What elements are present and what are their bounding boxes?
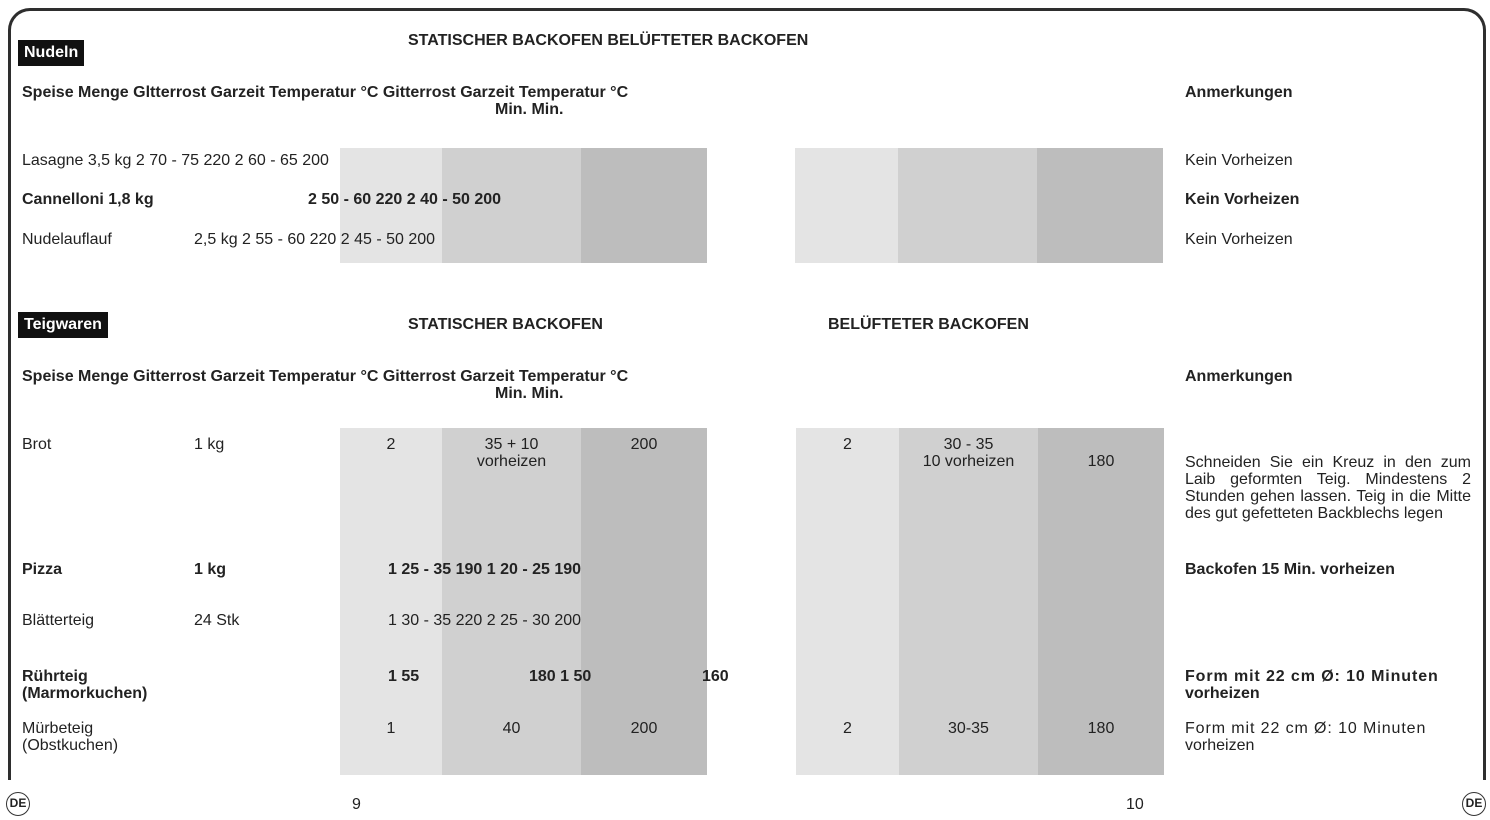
remark-ruehrteig-cont: vorheizen [1185,685,1260,702]
brot-fan-rack: 2 [843,436,852,453]
row-qty-brot: 1 kg [194,436,225,453]
row-name-ruehrteig-sub: (Marmorkuchen) [22,685,148,702]
remark-lasagne: Kein Vorheizen [1185,152,1293,169]
muerbeteig-fan-time: 30-35 [948,720,989,737]
brot-static-time-note: vorheizen [476,453,547,470]
table-header-units: Min. Min. [495,101,564,118]
ruehrteig-value-1: 1 55 [388,668,420,685]
muerbeteig-static-time: 40 [502,720,521,737]
row-values-blaetterteig: 1 30 - 35 220 2 25 - 30 200 [388,612,582,629]
table-header-units: Min. Min. [495,385,564,402]
table-row-lasagne: Lasagne 3,5 kg 2 70 - 75 220 2 60 - 65 200 [22,152,329,169]
brot-fan-temp: 180 [1087,453,1115,470]
section-label-nudeln: Nudeln [18,40,84,66]
table-band [795,148,898,263]
table-band [898,148,1037,263]
page-number-right: 10 [1126,796,1144,813]
remarks-header: Anmerkungen [1185,84,1293,101]
muerbeteig-static-rack: 1 [386,720,396,737]
row-name-muerbeteig-sub: (Obstkuchen) [22,737,119,754]
row-qty-pizza: 1 kg [194,561,227,578]
row-name-blaetterteig: Blätterteig [22,612,95,629]
page-number-left: 9 [352,796,361,813]
muerbeteig-static-temp: 200 [630,720,658,737]
remark-brot: Schneiden Sie ein Kreuz in den zum Laib geformten Teig. Mindestens 2 Stunden gehen lassen. Teig in die Mitte des gut gefetteten Backblechs legen [1185,454,1471,522]
remarks-header: Anmerkungen [1185,368,1293,385]
ruehrteig-value-3: 160 [702,668,729,685]
section-label-teigwaren: Teigwaren [18,312,108,338]
remark-pizza: Backofen 15 Min. vorheizen [1185,561,1395,578]
section-title-fan: BELÜFTETER BACKOFEN [828,316,1029,333]
table-band [1037,148,1163,263]
row-values-nudelauflauf: 2,5 kg 2 55 - 60 220 2 45 - 50 200 [194,231,436,248]
row-name-cannelloni: Cannelloni 1,8 kg [22,191,154,208]
brot-static-time: 35 + 10 [484,436,539,453]
remark-muerbeteig: Form mit 22 cm Ø: 10 Minuten [1185,720,1427,737]
row-name-nudelauflauf: Nudelauflauf [22,231,112,248]
language-badge-right: DE [1462,792,1486,816]
row-name-muerbeteig: Mürbeteig [22,720,94,737]
brot-static-rack: 2 [386,436,396,453]
remark-ruehrteig: Form mit 22 cm Ø: 10 Minuten [1185,668,1439,685]
row-name-ruehrteig: Rührteig [22,668,88,685]
remark-cannelloni: Kein Vorheizen [1185,191,1300,208]
remark-nudelauflauf: Kein Vorheizen [1185,231,1293,248]
brot-static-temp: 200 [630,436,658,453]
row-name-brot: Brot [22,436,52,453]
remark-muerbeteig-cont: vorheizen [1185,737,1255,754]
section-title-static: STATISCHER BACKOFEN [408,316,603,333]
muerbeteig-fan-temp: 180 [1087,720,1115,737]
language-badge-left: DE [6,792,30,816]
table-header: Speise Menge Gltterrost Garzeit Temperatur °C Gitterrost Garzeit Temperatur °C [22,84,629,101]
row-values-pizza: 1 25 - 35 190 1 20 - 25 190 [388,561,582,578]
brot-fan-time-note: 10 vorheizen [922,453,1015,470]
brot-fan-time: 30 - 35 [943,436,994,453]
table-band [581,148,707,263]
ruehrteig-value-2: 180 1 50 [529,668,592,685]
table-header: Speise Menge Gitterrost Garzeit Temperatur °C Gitterrost Garzeit Temperatur °C [22,368,629,385]
muerbeteig-fan-rack: 2 [843,720,852,737]
page-frame [8,8,1486,808]
row-qty-blaetterteig: 24 Stk [194,612,240,629]
section-title: STATISCHER BACKOFEN BELÜFTETER BACKOFEN [408,32,809,49]
row-name-pizza: Pizza [22,561,63,578]
row-values-cannelloni: 2 50 - 60 220 2 40 - 50 200 [308,191,502,208]
